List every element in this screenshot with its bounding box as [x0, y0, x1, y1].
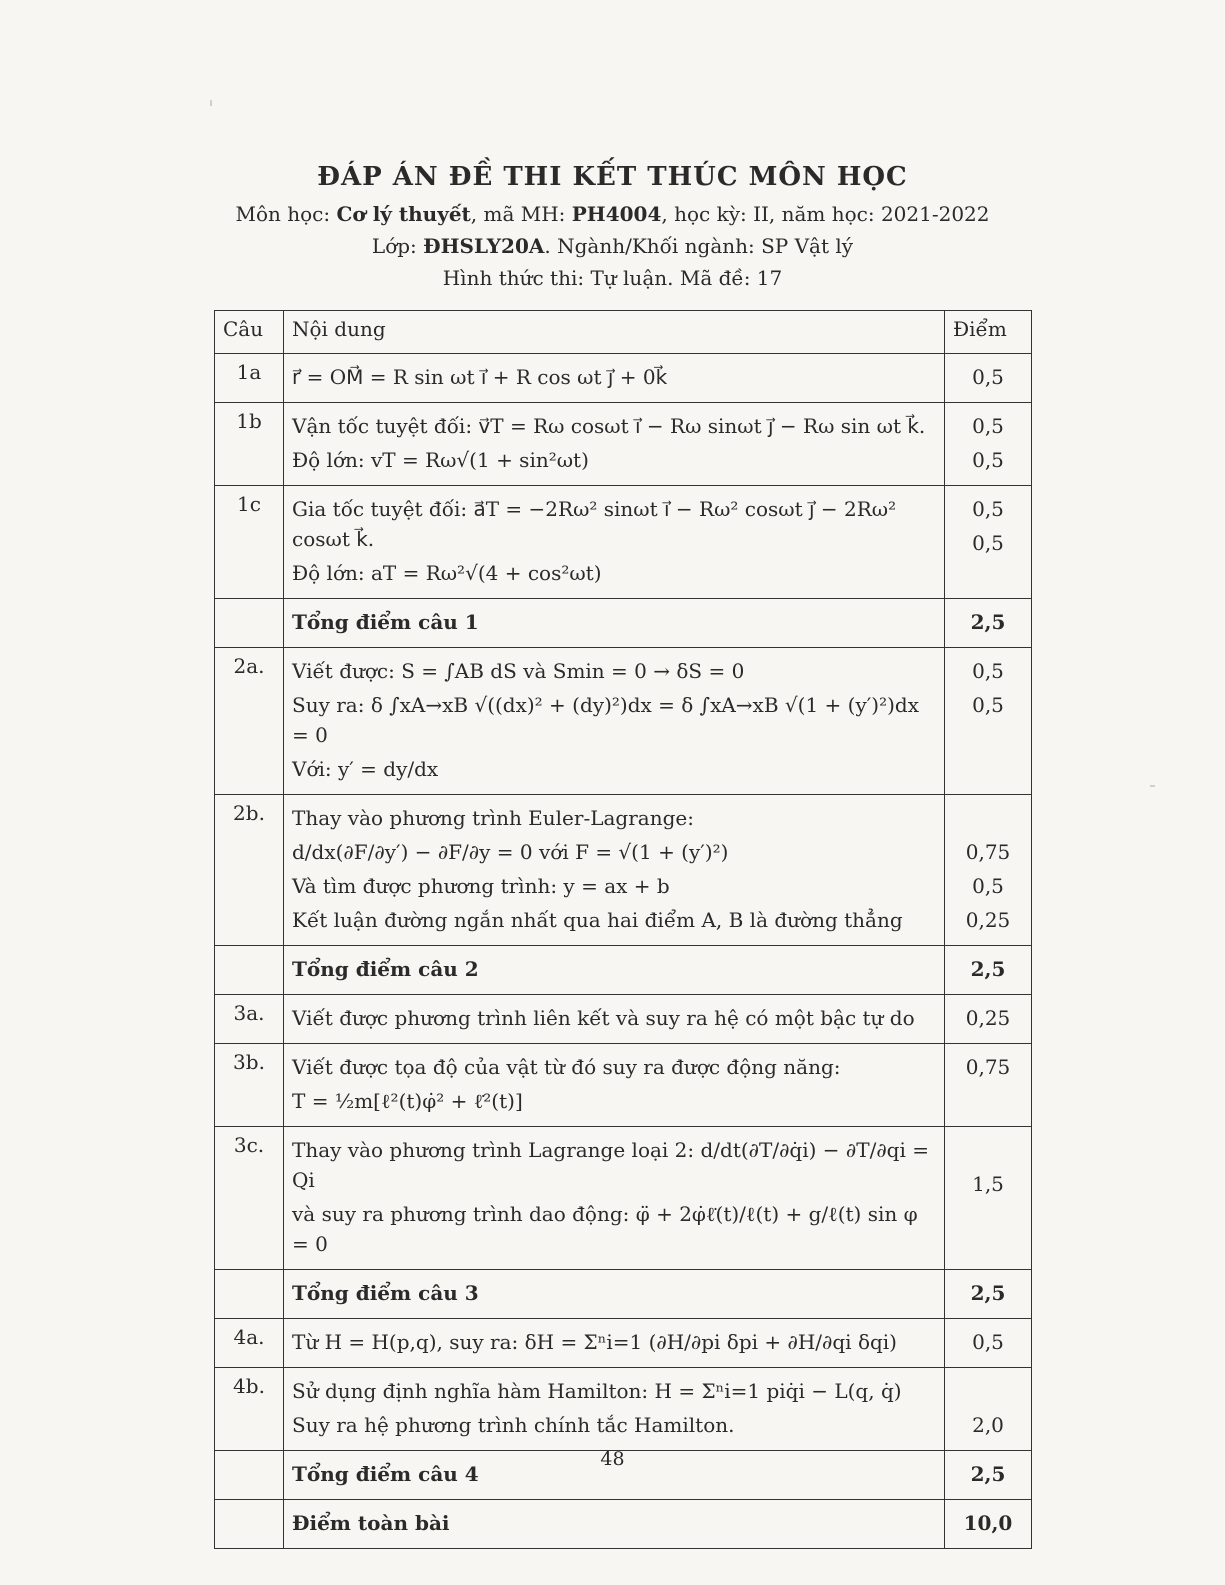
answer-table	[214, 310, 1032, 1549]
points-value	[953, 1135, 1023, 1165]
exam-form-line: Hình thức thi: Tự luận. Mã đề: 17	[442, 266, 783, 290]
page-number: 48	[600, 1448, 625, 1470]
points-cell	[945, 1270, 1032, 1319]
points-value	[953, 803, 1023, 833]
table-row	[215, 486, 1032, 599]
content-cell	[284, 1044, 945, 1127]
content-line: Sử dụng định nghĩa hàm Hamilton: H = Σⁿi=1 piq̇i − L(q, q̇)	[292, 1379, 902, 1403]
content-line: Viết được: S = ∫AB dS và Smin = 0 → δS = 0	[292, 659, 745, 683]
content-line: Thay vào phương trình Euler-Lagrange:	[292, 806, 694, 830]
subject-name: Cơ lý thuyết	[336, 202, 471, 226]
points-value: 0,25	[965, 1006, 1011, 1030]
content-line: r⃗ = OM⃗ = R sin ωt i⃗ + R cos ωt j⃗ + 0k⃗	[292, 365, 668, 389]
scan-speck	[210, 100, 212, 106]
content-line: Suy ra hệ phương trình chính tắc Hamilton.	[292, 1413, 735, 1437]
table-row	[215, 648, 1032, 795]
points-value: 0,5	[972, 448, 1004, 472]
content-cell	[284, 1500, 945, 1549]
page-title: ĐÁP ÁN ĐỀ THI KẾT THÚC MÔN HỌC	[317, 162, 908, 192]
table-row	[215, 1044, 1032, 1127]
points-value: 0,5	[972, 414, 1004, 438]
total-row	[215, 946, 1032, 995]
points-cell	[945, 403, 1032, 486]
document-header	[0, 162, 1225, 294]
content-line: Tổng điểm câu 2	[292, 957, 479, 981]
header-content: Nội dung	[284, 311, 945, 354]
content-line: Viết được tọa độ của vật từ đó suy ra được động năng:	[292, 1055, 841, 1079]
question-cell: 3c.	[215, 1127, 284, 1270]
question-cell: 3a.	[215, 995, 284, 1044]
table-header-row	[215, 311, 1032, 354]
question-cell: 3b.	[215, 1044, 284, 1127]
points-cell	[945, 599, 1032, 648]
points-value	[953, 1376, 1023, 1406]
points-value: 0,5	[972, 531, 1004, 555]
points-value: 0,5	[972, 1330, 1004, 1354]
class-line: Lớp: ĐHSLY20A. Ngành/Khối ngành: SP Vật lý	[371, 234, 854, 258]
content-line: T = ½m[ℓ²(t)φ̇² + ℓ̇²(t)]	[292, 1089, 523, 1113]
content-cell	[284, 1368, 945, 1451]
points-value	[953, 1086, 1023, 1116]
points-value: 0,5	[972, 659, 1004, 683]
question-cell: 2b.	[215, 795, 284, 946]
question-cell	[215, 946, 284, 995]
content-line: Thay vào phương trình Lagrange loại 2: d/dt(∂T/∂q̇i) − ∂T/∂qi = Qi	[292, 1138, 929, 1192]
points-cell	[945, 946, 1032, 995]
question-cell: 1c	[215, 486, 284, 599]
scan-speck	[1150, 785, 1155, 787]
points-value: 10,0	[963, 1511, 1013, 1535]
content-cell	[284, 1270, 945, 1319]
table-row	[215, 795, 1032, 946]
content-line: Tổng điểm câu 3	[292, 1281, 479, 1305]
content-line: Tổng điểm câu 4	[292, 1462, 479, 1486]
points-cell	[945, 1368, 1032, 1451]
content-line: d/dx(∂F/∂y′) − ∂F/∂y = 0 với F = √(1 + (y′)²)	[292, 840, 729, 864]
table-row	[215, 403, 1032, 486]
points-cell	[945, 1319, 1032, 1368]
points-cell	[945, 354, 1032, 403]
question-cell: 1a	[215, 354, 284, 403]
content-line: Từ H = H(p,q), suy ra: δH = Σⁿi=1 (∂H/∂pi δpi + ∂H/∂qi δqi)	[292, 1330, 897, 1354]
total-row	[215, 599, 1032, 648]
content-cell	[284, 354, 945, 403]
course-line: Môn học: Cơ lý thuyết, mã MH: PH4004, học kỳ: II, năm học: 2021-2022	[235, 202, 990, 226]
points-value: 0,75	[965, 1055, 1011, 1079]
content-line: Gia tốc tuyệt đối: a⃗T = −2Rω² sinωt i⃗ − Rω² cosωt j⃗ − 2Rω² cosωt k⃗.	[292, 497, 897, 551]
points-value: 0,75	[965, 840, 1011, 864]
table-row	[215, 354, 1032, 403]
question-cell: 4a.	[215, 1319, 284, 1368]
question-cell	[215, 599, 284, 648]
points-value: 2,5	[970, 1281, 1006, 1305]
points-value: 1,5	[972, 1172, 1004, 1196]
content-cell	[284, 995, 945, 1044]
total-row	[215, 1500, 1032, 1549]
points-value: 2,5	[970, 957, 1006, 981]
points-cell	[945, 995, 1032, 1044]
content-line: Suy ra: δ ∫xA→xB √((dx)² + (dy)²)dx = δ ∫xA→xB √(1 + (y′)²)dx = 0	[292, 693, 919, 747]
points-value: 2,5	[970, 610, 1006, 634]
table-row	[215, 1368, 1032, 1451]
question-cell: 4b.	[215, 1368, 284, 1451]
content-cell	[284, 795, 945, 946]
header-points: Điểm	[945, 311, 1032, 354]
points-cell	[945, 486, 1032, 599]
content-cell	[284, 486, 945, 599]
content-line: Và tìm được phương trình: y = ax + b	[292, 874, 670, 898]
points-value: 0,5	[972, 874, 1004, 898]
content-line: Viết được phương trình liên kết và suy ra hệ có một bậc tự do	[292, 1006, 915, 1030]
header-question: Câu	[215, 311, 284, 354]
course-code: PH4004	[571, 202, 662, 226]
points-cell	[945, 795, 1032, 946]
content-line: Kết luận đường ngắn nhất qua hai điểm A, B là đường thẳng	[292, 908, 903, 932]
content-cell	[284, 946, 945, 995]
points-value: 2,5	[970, 1462, 1006, 1486]
content-line: Độ lớn: aT = Rω²√(4 + cos²ωt)	[292, 561, 602, 585]
class-code: ĐHSLY20A	[423, 234, 545, 258]
table-row	[215, 995, 1032, 1044]
question-cell: 1b	[215, 403, 284, 486]
table-row	[215, 1319, 1032, 1368]
points-value: 0,5	[972, 497, 1004, 521]
points-cell	[945, 1127, 1032, 1270]
points-cell	[945, 648, 1032, 795]
points-cell	[945, 1500, 1032, 1549]
points-cell	[945, 1044, 1032, 1127]
points-value: 0,5	[972, 365, 1004, 389]
content-line: Điểm toàn bài	[292, 1511, 450, 1535]
content-line: và suy ra phương trình dao động: φ̈ + 2φ̇ℓ̇(t)/ℓ(t) + g/ℓ(t) sin φ = 0	[292, 1202, 918, 1256]
content-line: Độ lớn: vT = Rω√(1 + sin²ωt)	[292, 448, 589, 472]
question-cell	[215, 1270, 284, 1319]
content-cell	[284, 1319, 945, 1368]
points-value: 0,25	[965, 908, 1011, 932]
content-cell	[284, 599, 945, 648]
content-cell	[284, 648, 945, 795]
content-line: Vận tốc tuyệt đối: v⃗T = Rω cosωt i⃗ − Rω sinωt j⃗ − Rω sin ωt k⃗.	[292, 414, 926, 438]
content-line: Với: y′ = dy/dx	[292, 757, 439, 781]
points-value	[953, 724, 1023, 754]
content-line: Tổng điểm câu 1	[292, 610, 479, 634]
points-value: 2,0	[972, 1413, 1004, 1437]
table-row	[215, 1127, 1032, 1270]
total-row	[215, 1270, 1032, 1319]
points-value: 0,5	[972, 693, 1004, 717]
question-cell: 2a.	[215, 648, 284, 795]
question-cell	[215, 1500, 284, 1549]
content-cell	[284, 403, 945, 486]
content-cell	[284, 1127, 945, 1270]
